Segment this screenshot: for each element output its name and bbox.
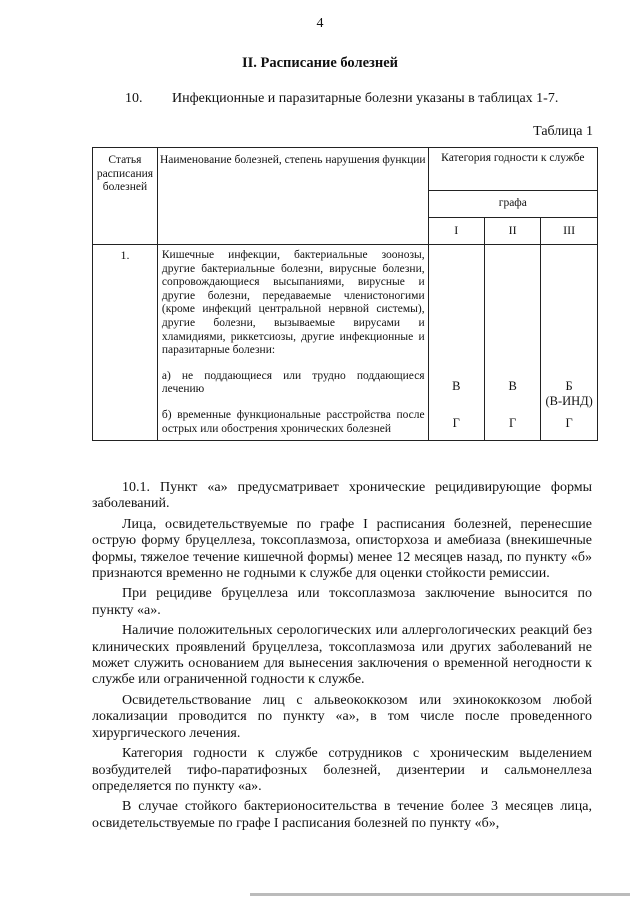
value-a-3-note: (В-ИНД) [545, 394, 593, 408]
paragraph: В случае стойкого бактерионосительства в течение более 3 месяцев лица, освидетельствуемые по графе I расписания болезней по пункту «б», [92, 799, 592, 831]
page-number: 4 [316, 16, 324, 31]
intro-number: 10. [125, 91, 143, 106]
row-article: 1. [93, 245, 158, 441]
row-description: Кишечные инфекции, бактериальные зоонозы, другие бактериальные болезни, вирусные болезни, сопровождающиеся высыпаниями, вирусные и другие болезни, передаваемые членистоногими (кроме инфекций центральной нервной системы), другие болезни, вызываемые вирусами и хламидиями, риккетсиозы, другие инфекционные и паразитарные болезни: [161, 249, 425, 357]
table-label: Таблица 1 [533, 124, 593, 139]
table-row [93, 245, 598, 441]
value-a-1: В [452, 379, 461, 393]
intro-text: Инфекционные и паразитарные болезни указаны в таблицах 1-7. [172, 91, 559, 106]
value-b-1: Г [452, 416, 460, 430]
item-b: б) временные функциональные расстройства после острых или обострения хронических болезней [161, 408, 425, 435]
column-header-1: I [428, 218, 484, 245]
header-graf: графа [428, 191, 597, 218]
paragraph: Наличие положительных серологических или аллергологических реакций без клинических проявлений бруцеллеза, токсоплазмоза или других заболеваний не может служить основанием для вынесения заключения о временной негодности к службе или ограниченной годности к службе. [92, 623, 592, 688]
column-header-3: III [541, 218, 598, 245]
paragraph: Освидетельствование лиц с альвеококкозом или эхинококкозом любой локализации проводится по пункту «а», в том числе после проведенного хирургического лечения. [92, 692, 592, 741]
row-description-cell [157, 245, 428, 441]
value-b-3: Г [565, 416, 573, 430]
diseases-table [92, 147, 598, 441]
value-b-2: Г [509, 416, 517, 430]
column-header-2: II [484, 218, 540, 245]
header-article: Статья расписания болезней [93, 148, 158, 245]
intro-line [125, 91, 558, 107]
value-a-3: Б [565, 379, 573, 393]
paragraph: Категория годности к службе сотрудников с хроническим выделением возбудителей тифо-паратифозных болезней, дизентерии и сальмонеллеза определяется по пункту «а». [92, 746, 592, 794]
value-col-2 [484, 245, 540, 441]
paragraph: 10.1. Пункт «а» предусматривает хронические рецидивирующие формы заболеваний. [92, 480, 592, 512]
section-title: II. Расписание болезней [241, 55, 399, 71]
value-col-3 [541, 245, 598, 441]
header-category: Категория годности к службе [428, 148, 597, 191]
item-a: а) не поддающиеся или трудно поддающиеся лечению [161, 369, 425, 396]
value-a-2: В [508, 379, 517, 393]
header-name: Наименование болезней, степень нарушения функции [157, 148, 428, 245]
body-text [92, 480, 592, 836]
paragraph: Лица, освидетельствуемые по графе I расписания болезней, перенесшие острую форму бруцеллеза, токсоплазмоза, описторхоза и амебиаза (внекишечные формы, тяжелое течение кишечной формы) менее 12 месяцев назад, по пункту «б» признаются временно не годными к службе для оценки стойкости ремиссии. [92, 516, 592, 582]
paragraph: При рецидиве бруцеллеза или токсоплазмоза заключение выносится по пункту «а». [92, 586, 592, 618]
value-col-1 [428, 245, 484, 441]
scan-edge [250, 893, 630, 896]
